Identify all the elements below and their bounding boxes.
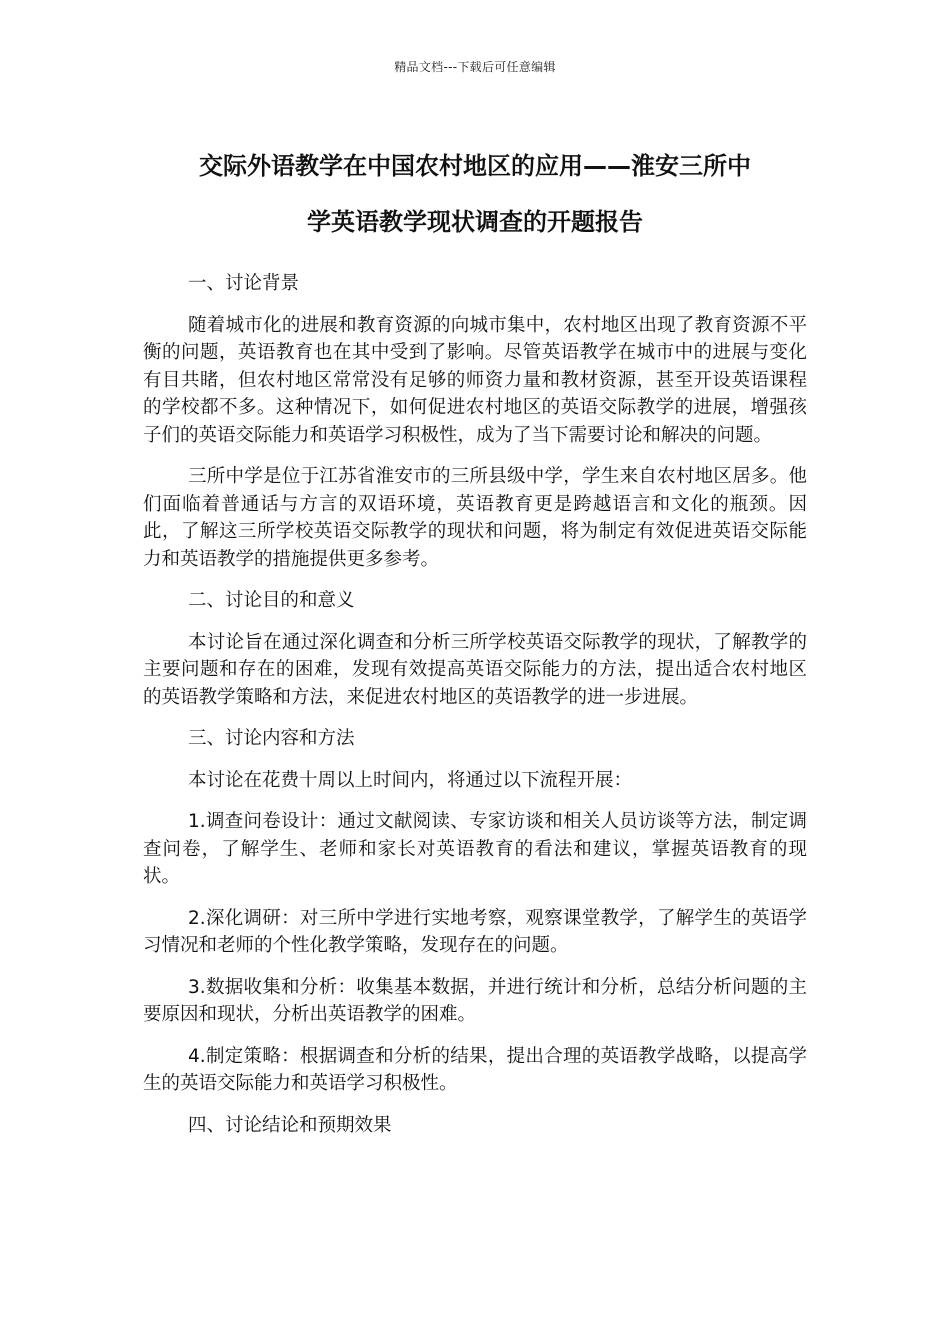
title-line-2: 学英语教学现状调查的开题报告 <box>307 208 643 236</box>
list-item: 1.调查问卷设计：通过文献阅读、专家访谈和相关人员访谈等方法，制定调查问卷，了解学生、老师和家长对英语教育的看法和建议，掌握英语教育的现状。 <box>143 811 807 887</box>
section-heading-background: 一、讨论背景 <box>188 273 300 294</box>
list-item: 3.数据收集和分析：收集基本数据，并进行统计和分析，总结分析问题的主要原因和现状，分析出英语教学的困难。 <box>143 976 807 1025</box>
paragraph: 本讨论旨在通过深化调查和分析三所学校英语交际教学的现状，了解教学的主要问题和存在的困难，发现有效提高英语交际能力的方法，提出适合农村地区的英语教学策略和方法，来促进农村地区的英语教学的进一步进展。 <box>143 631 807 708</box>
document-title <box>143 138 807 250</box>
paragraph: 随着城市化的进展和教育资源的向城市集中，农村地区出现了教育资源不平衡的问题，英语教育也在其中受到了影响。尽管英语教学在城市中的进展与变化有目共睹，但农村地区常常没有足够的师资力量和教材资源，甚至开设英语课程的学校都不多。这种情况下，如何促进农村地区的英语交际教学的进展，增强孩子们的英语交际能力和英语学习积极性，成为了当下需要讨论和解决的问题。 <box>143 314 807 446</box>
section-heading-conclusion: 四、讨论结论和预期效果 <box>188 1114 392 1136</box>
list-item: 2.深化调研：对三所中学进行实地考察，观察课堂教学，了解学生的英语学习情况和老师的个性化教学策略，发现存在的问题。 <box>143 907 807 956</box>
section-heading-purpose: 二、讨论目的和意义 <box>188 590 355 611</box>
title-line-1: 交际外语教学在中国农村地区的应用——淮安三所中 <box>199 152 751 180</box>
section-heading-content-method: 三、讨论内容和方法 <box>188 728 355 749</box>
page-header-note: 精品文档---下载后可任意编辑 <box>394 60 556 74</box>
paragraph: 三所中学是位于江苏省淮安市的三所县级中学，学生来自农村地区居多。他们面临着普通话与方言的双语环境，英语教育更是跨越语言和文化的瓶颈。因此，了解这三所学校英语交际教学的现状和问题，将为制定有效促进英语交际能力和英语教学的措施提供更多参考。 <box>143 466 807 570</box>
list-item: 4.制定策略：根据调查和分析的结果，提出合理的英语教学战略，以提高学生的英语交际能力和英语学习积极性。 <box>143 1045 807 1094</box>
paragraph: 本讨论在花费十周以上时间内，将通过以下流程开展： <box>188 769 633 791</box>
document-body <box>143 270 807 1153</box>
